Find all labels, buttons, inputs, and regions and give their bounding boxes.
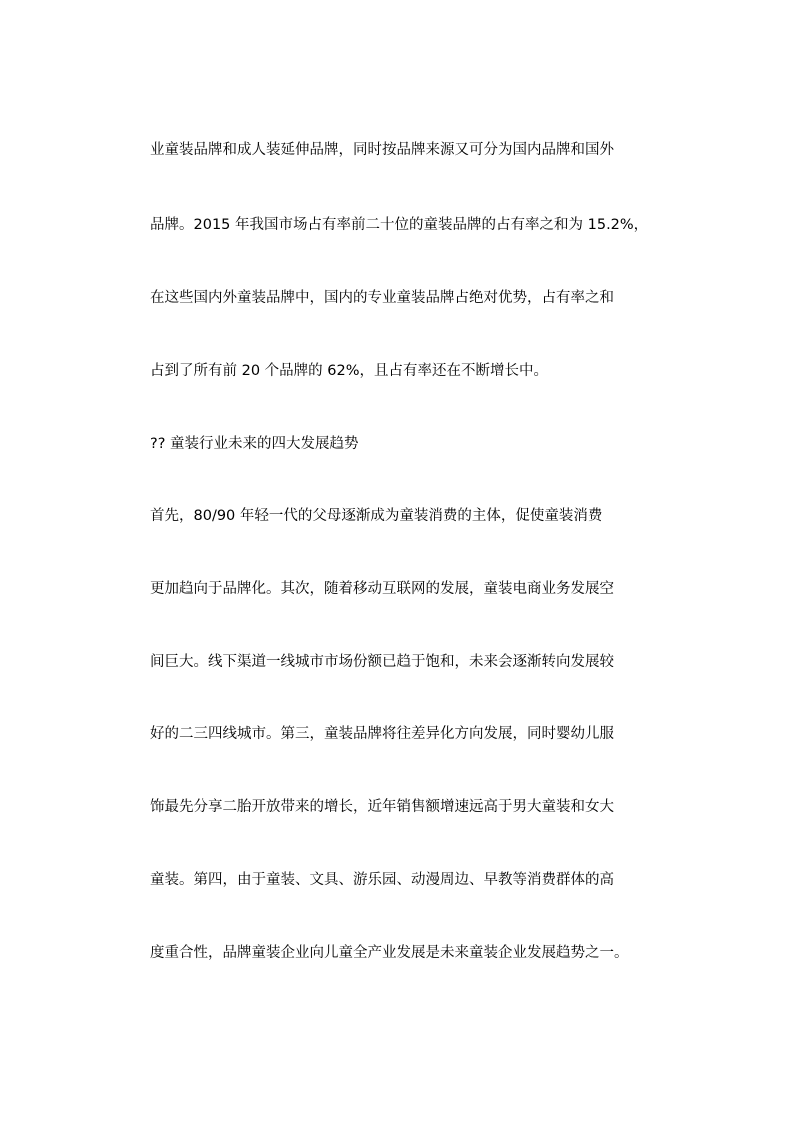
paragraph-line: 更加趋向于品牌化。其次，随着移动互联网的发展，童装电商业务发展空 xyxy=(150,581,614,597)
paragraph-line: 占到了所有前 20 个品牌的 62%，且占有率还在不断增长中。 xyxy=(150,363,549,379)
paragraph-line: 间巨大。线下渠道一线城市市场份额已趋于饱和，未来会逐渐转向发展较 xyxy=(150,654,614,670)
paragraph-line: 童装。第四，由于童装、文具、游乐园、动漫周边、早教等消费群体的高 xyxy=(150,872,614,888)
paragraph-line: 度重合性，品牌童装企业向儿童全产业发展是未来童装企业发展趋势之一。 xyxy=(150,945,629,961)
paragraph-line: 在这些国内外童装品牌中，国内的专业童装品牌占绝对优势，占有率之和 xyxy=(150,290,614,306)
paragraph-line: 好的二三四线城市。第三，童装品牌将往差异化方向发展，同时婴幼儿服 xyxy=(150,726,614,742)
paragraph-line: 业童装品牌和成人装延伸品牌，同时按品牌来源又可分为国内品牌和国外 xyxy=(150,142,614,158)
section-heading: ?? 童装行业未来的四大发展趋势 xyxy=(150,436,359,452)
paragraph-line: 首先，80/90 年轻一代的父母逐渐成为童装消费的主体，促使童装消费 xyxy=(150,508,603,524)
paragraph-line: 饰最先分享二胎开放带来的增长，近年销售额增速远高于男大童装和女大 xyxy=(150,799,614,815)
paragraph-line: 品牌。2015 年我国市场占有率前二十位的童装品牌的占有率之和为 15.2%， xyxy=(150,217,649,233)
